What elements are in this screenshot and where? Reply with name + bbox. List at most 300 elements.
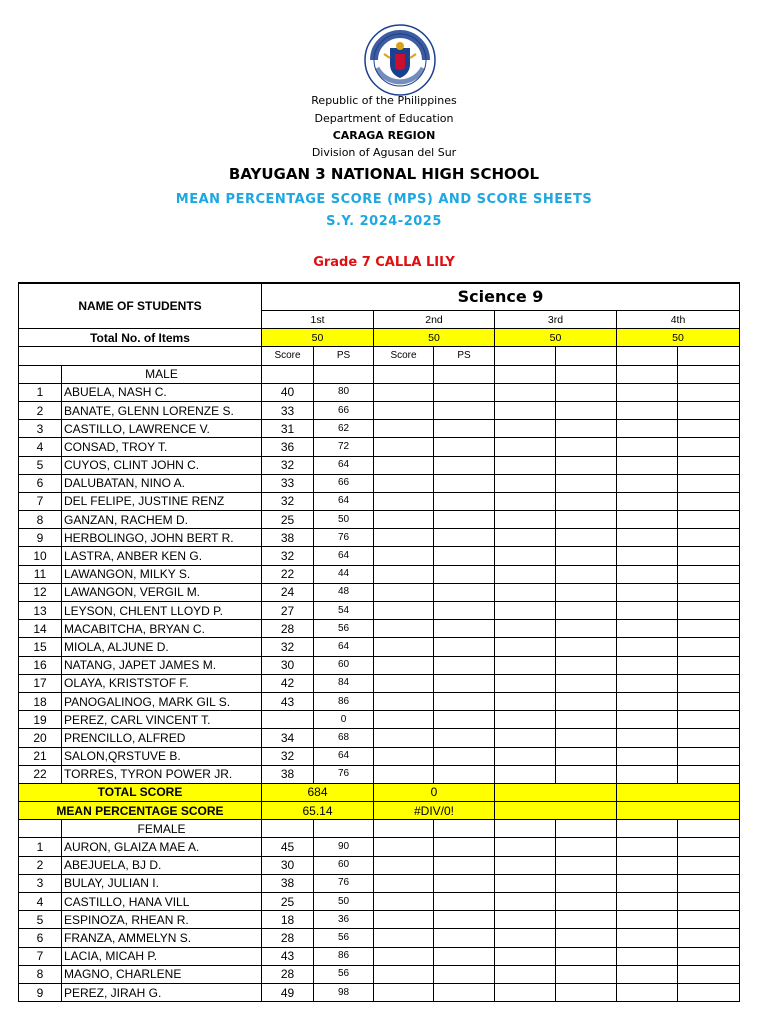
blank-cell [617,874,678,892]
blank-cell [556,838,617,856]
blank-cell [617,929,678,947]
blank-cell [678,765,740,783]
blank-cell [374,838,434,856]
blank-cell [374,711,434,729]
q1-score: 22 [262,565,314,583]
q1-ps: 66 [314,401,374,419]
blank-cell [495,583,556,601]
student-name: HERBOLINGO, JOHN BERT R. [62,529,262,547]
table-row [19,583,740,601]
republic-line: Republic of the Philippines [311,94,457,107]
blank-cell [374,929,434,947]
q1-ps: 72 [314,438,374,456]
blank-cell [374,383,434,401]
q1-score: 28 [262,620,314,638]
q1-ps: 84 [314,674,374,692]
blank-cell [556,511,617,529]
blank-cell [495,947,556,965]
blank-cell [374,420,434,438]
blank-cell [495,474,556,492]
blank-cell [617,420,678,438]
q1-score: 25 [262,511,314,529]
blank-cell [617,347,678,365]
quarter-1-header: 1st [262,311,374,329]
q1-score: 34 [262,729,314,747]
student-number: 20 [19,729,62,747]
blank-cell [617,401,678,419]
q1-ps: 68 [314,729,374,747]
total-items-q4: 50 [617,329,740,347]
table-row [19,438,740,456]
student-number: 21 [19,747,62,765]
blank-cell [678,838,740,856]
blank-cell [678,711,740,729]
student-number: 14 [19,620,62,638]
blank-cell [556,456,617,474]
blank-cell [617,747,678,765]
table-row [19,983,740,1001]
blank-cell [495,383,556,401]
student-number: 5 [19,456,62,474]
blank-cell [678,674,740,692]
blank-cell [556,947,617,965]
blank-cell [374,656,434,674]
student-name: PRENCILLO, ALFRED [62,729,262,747]
blank-cell [314,820,374,838]
blank-cell [556,765,617,783]
blank-cell [434,674,495,692]
blank-cell [617,365,678,383]
blank-cell [556,347,617,365]
table-row [19,874,740,892]
blank-cell [678,347,740,365]
q1-ps: 64 [314,547,374,565]
q1-ps: 64 [314,492,374,510]
table-row [19,674,740,692]
student-number: 6 [19,474,62,492]
student-name: CUYOS, CLINT JOHN C. [62,456,262,474]
student-number: 22 [19,765,62,783]
blank-cell [617,474,678,492]
student-name: OLAYA, KRISTSTOF F. [62,674,262,692]
blank-cell [374,820,434,838]
q1-ps: 60 [314,656,374,674]
student-name: LEYSON, CHLENT LLOYD P. [62,602,262,620]
blank-cell [678,420,740,438]
blank-cell [678,474,740,492]
blank-cell [556,420,617,438]
blank-cell [374,765,434,783]
blank-cell [434,856,495,874]
q1-ps: 60 [314,856,374,874]
blank-cell [434,565,495,583]
q1-score: 38 [262,765,314,783]
blank-cell [678,911,740,929]
blank-cell [314,365,374,383]
blank-cell [374,620,434,638]
blank-cell [434,529,495,547]
student-number: 12 [19,583,62,601]
score-sheet-table [18,282,740,1002]
blank-cell [495,965,556,983]
student-number: 10 [19,547,62,565]
blank-cell [678,401,740,419]
q1-ps: 0 [314,711,374,729]
blank-cell [678,820,740,838]
student-name: SALON,QRSTUVE B. [62,747,262,765]
blank-cell [617,802,740,820]
blank-cell [556,856,617,874]
mean-percentage-score: MEAN PERCENTAGE SCORE [19,802,262,820]
blank-cell [434,820,495,838]
student-number: 6 [19,929,62,947]
blank-cell [617,711,678,729]
blank-cell [434,511,495,529]
q1-ps: 86 [314,692,374,710]
school-name: BAYUGAN 3 NATIONAL HIGH SCHOOL [228,165,540,183]
q1-score: 42 [262,674,314,692]
q1-ps: 54 [314,602,374,620]
student-name: LASTRA, ANBER KEN G. [62,547,262,565]
blank-cell [495,802,617,820]
blank-cell [556,820,617,838]
blank-cell [434,620,495,638]
q1-ps: 66 [314,474,374,492]
blank-cell [495,420,556,438]
q1-score: 30 [262,656,314,674]
q1-ps: 90 [314,838,374,856]
q1-ps: 98 [314,983,374,1001]
blank-cell [374,456,434,474]
total-score-q1: 684 [262,783,374,801]
q1-score: 32 [262,456,314,474]
blank-cell [678,983,740,1001]
student-name: TORRES, TYRON POWER JR. [62,765,262,783]
q1-score: 28 [262,965,314,983]
blank-cell [434,911,495,929]
table-row [19,765,740,783]
female-group-label-row [19,820,740,838]
blank-cell [678,929,740,947]
grade-section: Grade 7 CALLA LILY [313,255,455,270]
q1-ps: 86 [314,947,374,965]
blank-cell [556,492,617,510]
student-number: 17 [19,674,62,692]
division-line: Division of Agusan del Sur [311,146,457,159]
student-number: 16 [19,656,62,674]
blank-cell [495,602,556,620]
blank-cell [556,674,617,692]
blank-cell [374,874,434,892]
table-row [19,492,740,510]
blank-cell [617,692,678,710]
total-items-q3: 50 [495,329,617,347]
blank-cell [556,929,617,947]
student-number: 9 [19,983,62,1001]
q1-ps: 76 [314,765,374,783]
blank-cell [678,893,740,911]
q1-ps: 76 [314,874,374,892]
table-row [19,565,740,583]
student-number: 7 [19,947,62,965]
blank-cell [495,820,556,838]
blank-cell [434,547,495,565]
blank-cell [434,874,495,892]
blank-cell [678,620,740,638]
blank-cell [556,474,617,492]
ps-column-header: PS [434,347,495,365]
q1-score: 43 [262,947,314,965]
q1-ps: 64 [314,456,374,474]
blank-cell [262,820,314,838]
table-row [19,965,740,983]
student-name: ABEJUELA, BJ D. [62,856,262,874]
blank-cell [374,747,434,765]
blank-cell [617,438,678,456]
student-name: LACIA, MICAH P. [62,947,262,965]
q1-score: 31 [262,420,314,438]
student-name: PEREZ, JIRAH G. [62,983,262,1001]
student-name: AURON, GLAIZA MAE A. [62,838,262,856]
blank-cell [434,729,495,747]
department-line: Department of Education [314,112,454,125]
blank-cell [495,401,556,419]
blank-cell [495,656,556,674]
student-number: 4 [19,438,62,456]
blank-cell [495,620,556,638]
table-row [19,474,740,492]
q1-score: 18 [262,911,314,929]
student-number: 18 [19,692,62,710]
blank-cell [374,401,434,419]
blank-cell [617,765,678,783]
q1-score: 36 [262,438,314,456]
q1-ps: 56 [314,620,374,638]
student-name: BULAY, JULIAN I. [62,874,262,892]
blank-cell [262,365,314,383]
student-number: 1 [19,383,62,401]
blank-cell [434,692,495,710]
blank-cell [434,583,495,601]
blank-cell [556,438,617,456]
student-name: MACABITCHA, BRYAN C. [62,620,262,638]
blank-cell [374,729,434,747]
table-row [19,511,740,529]
blank-cell [19,347,262,365]
blank-cell [556,711,617,729]
q1-ps: 36 [314,911,374,929]
blank-cell [617,783,740,801]
q1-score: 32 [262,492,314,510]
student-number: 9 [19,529,62,547]
blank-cell [617,547,678,565]
total-items-label: Total No. of Items [19,329,262,347]
blank-cell [495,729,556,747]
document-title: MEAN PERCENTAGE SCORE (MPS) AND SCORE SHEETS [175,192,593,207]
blank-cell [434,492,495,510]
blank-cell [556,911,617,929]
student-number: 2 [19,401,62,419]
blank-cell [556,620,617,638]
ps-column-header: PS [314,347,374,365]
blank-cell [678,547,740,565]
blank-cell [495,456,556,474]
total-score-row [19,783,740,801]
table-row [19,856,740,874]
blank-cell [678,456,740,474]
table-row [19,401,740,419]
blank-cell [495,492,556,510]
blank-cell [495,347,556,365]
q1-score: 49 [262,983,314,1001]
blank-cell [374,674,434,692]
q1-score: 38 [262,874,314,892]
blank-cell [617,602,678,620]
blank-cell [678,692,740,710]
blank-cell [556,583,617,601]
q1-ps: 64 [314,638,374,656]
blank-cell [617,911,678,929]
q1-ps: 56 [314,929,374,947]
blank-cell [556,529,617,547]
q1-ps: 56 [314,965,374,983]
blank-cell [678,638,740,656]
blank-cell [495,929,556,947]
blank-cell [19,820,62,838]
q1-score: 32 [262,638,314,656]
blank-cell [434,929,495,947]
blank-cell [374,547,434,565]
q1-ps: 64 [314,747,374,765]
blank-cell [617,893,678,911]
blank-cell [434,602,495,620]
student-number: 3 [19,420,62,438]
blank-cell [495,983,556,1001]
blank-cell [617,856,678,874]
blank-cell [434,947,495,965]
blank-cell [617,983,678,1001]
blank-cell [495,711,556,729]
blank-cell [617,620,678,638]
quarter-4-header: 4th [617,311,740,329]
blank-cell [617,947,678,965]
blank-cell [678,947,740,965]
blank-cell [617,456,678,474]
q1-score: 33 [262,474,314,492]
blank-cell [374,365,434,383]
student-name: DEL FELIPE, JUSTINE RENZ [62,492,262,510]
female-group-label: FEMALE [62,820,262,838]
blank-cell [374,947,434,965]
q1-ps: 50 [314,893,374,911]
q1-score: 24 [262,583,314,601]
student-name: PEREZ, CARL VINCENT T. [62,711,262,729]
blank-cell [374,965,434,983]
blank-cell [617,565,678,583]
q1-score: 40 [262,383,314,401]
student-name: ESPINOZA, RHEAN R. [62,911,262,929]
blank-cell [617,638,678,656]
blank-cell [556,747,617,765]
student-name: CASTILLO, LAWRENCE V. [62,420,262,438]
blank-cell [678,602,740,620]
blank-cell [678,965,740,983]
blank-cell [495,856,556,874]
q1-score: 33 [262,401,314,419]
blank-cell [434,711,495,729]
male-group-label-row [19,365,740,383]
student-number: 11 [19,565,62,583]
blank-cell [374,565,434,583]
blank-cell [434,965,495,983]
blank-cell [495,911,556,929]
total-items-q2: 50 [374,329,495,347]
blank-cell [495,547,556,565]
blank-cell [374,438,434,456]
blank-cell [556,692,617,710]
blank-cell [495,638,556,656]
student-number: 5 [19,911,62,929]
table-row [19,547,740,565]
student-number: 8 [19,965,62,983]
student-number: 4 [19,893,62,911]
blank-cell [556,874,617,892]
student-name: GANZAN, RACHEM D. [62,511,262,529]
male-group-label: MALE [62,365,262,383]
blank-cell [617,511,678,529]
mean-percentage-score-q1: 65.14 [262,802,374,820]
q1-score: 45 [262,838,314,856]
region-line: CARAGA REGION [332,129,436,142]
blank-cell [678,874,740,892]
blank-cell [495,747,556,765]
student-number: 13 [19,602,62,620]
blank-cell [434,456,495,474]
blank-cell [556,965,617,983]
blank-cell [556,383,617,401]
blank-cell [495,838,556,856]
q1-ps: 44 [314,565,374,583]
blank-cell [374,911,434,929]
blank-cell [434,438,495,456]
table-row [19,747,740,765]
blank-cell [678,511,740,529]
student-name: PANOGALINOG, MARK GIL S. [62,692,262,710]
student-number: 7 [19,492,62,510]
blank-cell [495,565,556,583]
blank-cell [495,674,556,692]
blank-cell [434,383,495,401]
blank-cell [374,492,434,510]
q1-ps: 80 [314,383,374,401]
blank-cell [556,547,617,565]
blank-cell [434,893,495,911]
blank-cell [434,638,495,656]
student-name: DALUBATAN, NINO A. [62,474,262,492]
q1-ps: 48 [314,583,374,601]
blank-cell [374,474,434,492]
blank-cell [678,856,740,874]
student-name: FRANZA, AMMELYN S. [62,929,262,947]
student-name: ABUELA, NASH C. [62,383,262,401]
student-number: 3 [19,874,62,892]
blank-cell [617,583,678,601]
blank-cell [678,583,740,601]
q1-ps: 76 [314,529,374,547]
student-name: BANATE, GLENN LORENZE S. [62,401,262,419]
blank-cell [678,747,740,765]
student-number: 19 [19,711,62,729]
